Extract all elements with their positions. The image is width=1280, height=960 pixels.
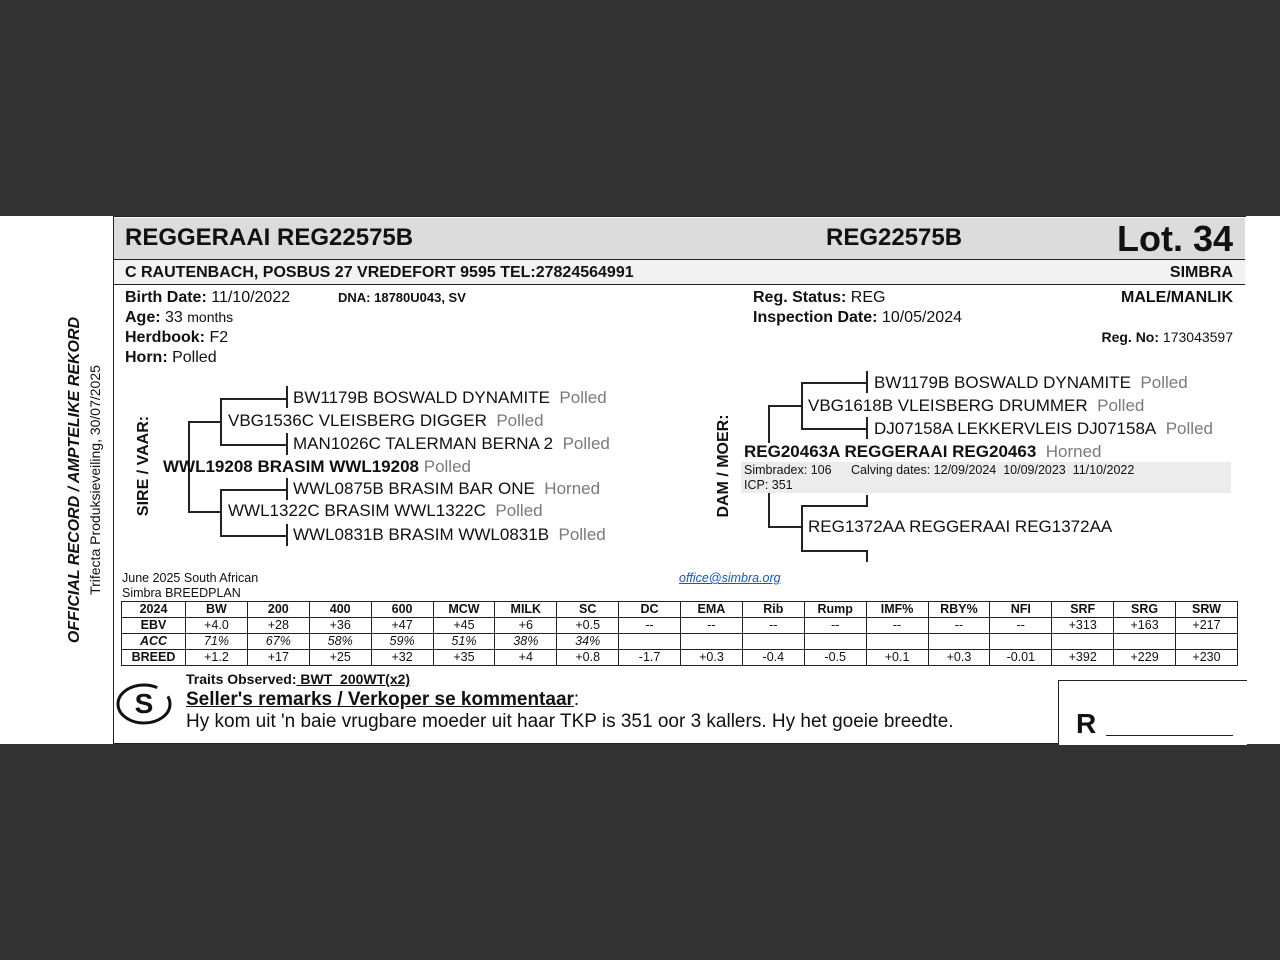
ds-name: VBG1618B VLEISBERG DRUMMER (808, 396, 1088, 415)
table-row (122, 650, 1238, 666)
table-cell: +25 (309, 650, 371, 666)
table-cell: -0.5 (804, 650, 866, 666)
ss-horn: Polled (496, 411, 544, 430)
table-cell: +45 (433, 618, 495, 634)
breedplan-line1: June 2025 South African (122, 571, 259, 585)
sire-label: SIRE / VAAR: (135, 415, 152, 517)
table-cell: +313 (1052, 618, 1114, 634)
table-cell (681, 634, 743, 650)
animal-name: REGGERAAI REG22575B (125, 224, 414, 251)
table-cell: +0.3 (928, 650, 990, 666)
table-cell: -- (866, 618, 928, 634)
table-row-label: 2024 (122, 602, 186, 618)
table-header-row (122, 602, 1238, 618)
herdbook (125, 329, 228, 347)
ss-bracket-bottom (220, 444, 288, 446)
dam-dam (808, 517, 1112, 537)
remarks-text: Hy kom uit 'n baie vrugbare moeder uit haar TKP is 351 oor 3 kallers. Hy het goeie breedte. (186, 711, 954, 732)
table-row-label: BREED (122, 650, 186, 666)
table-cell: -- (990, 618, 1052, 634)
dam-bracket-bottom (768, 526, 802, 528)
inspection-label: Inspection Date: (753, 309, 878, 326)
table-cell: SC (557, 602, 619, 618)
table-cell: 400 (309, 602, 371, 618)
table-row (122, 634, 1238, 650)
remarks-title: Seller's remarks / Verkoper se kommentaar (186, 689, 574, 710)
sire-dam (228, 501, 543, 521)
table-cell: -0.4 (742, 650, 804, 666)
price-line[interactable] (1106, 735, 1233, 736)
age-unit: months (187, 309, 234, 325)
table-cell (866, 634, 928, 650)
dds-tick (866, 495, 868, 507)
table-cell: NFI (990, 602, 1052, 618)
table-cell: +4.0 (186, 618, 248, 634)
table-cell: 71% (186, 634, 248, 650)
sdd-name: WWL0831B BRASIM WWL0831B (293, 525, 550, 544)
price-label: R (1076, 708, 1097, 739)
birth-date-label: Birth Date: (125, 289, 207, 306)
table-row-label: EBV (122, 618, 186, 634)
sire-dam-dam (293, 525, 606, 545)
table-cell: +217 (1176, 618, 1238, 634)
sd-bracket-bottom (220, 535, 288, 537)
table-cell: EMA (681, 602, 743, 618)
table-cell: +1.2 (186, 650, 248, 666)
dam-simbradex: Simbradex: 106 (744, 463, 832, 477)
table-cell: 59% (371, 634, 433, 650)
herdbook-label: Herdbook: (125, 329, 205, 346)
table-cell: +17 (247, 650, 309, 666)
ss-bracket-top (220, 398, 288, 400)
sd-bracket-top (220, 489, 288, 491)
table-cell: DC (619, 602, 681, 618)
table-cell: 38% (495, 634, 557, 650)
table-cell: +392 (1052, 650, 1114, 666)
table-cell (990, 634, 1052, 650)
dam-bracket-lower (768, 493, 770, 527)
table-cell: MCW (433, 602, 495, 618)
sire (163, 457, 471, 477)
table-cell: +28 (247, 618, 309, 634)
ebv-table (121, 601, 1238, 666)
ssd-tick (286, 433, 288, 455)
official-record-label: OFFICIAL RECORD / AMPTELIKE REKORD (66, 316, 83, 644)
table-cell: -- (619, 618, 681, 634)
ss-name: VBG1536C VLEISBERG DIGGER (228, 411, 487, 430)
dam (744, 442, 1102, 462)
breeder-address: C RAUTENBACH, POSBUS 27 VREDEFORT 9595 TEL:27824564991 (125, 264, 634, 281)
sire-sire (228, 411, 544, 431)
ds-bracket (801, 382, 803, 428)
table-cell: +47 (371, 618, 433, 634)
sire-sire-dam (293, 434, 610, 454)
table-cell: 600 (371, 602, 433, 618)
ssd-name: MAN1026C TALERMAN BERNA 2 (293, 434, 554, 453)
table-cell: 58% (309, 634, 371, 650)
sd-name: WWL1322C BRASIM WWL1322C (228, 501, 486, 520)
dd-bracket-bottom (801, 550, 867, 552)
dss-horn: Polled (1140, 373, 1188, 392)
lot-number: Lot. 34 (1116, 218, 1233, 259)
table-cell: -- (928, 618, 990, 634)
table-row-label: ACC (122, 634, 186, 650)
table-cell: +4 (495, 650, 557, 666)
dsd-name: DJ07158A LEKKERVLEIS DJ07158A (874, 419, 1157, 438)
table-cell: RBY% (928, 602, 990, 618)
remarks-heading (186, 689, 579, 711)
reg-status-value: REG (850, 289, 886, 306)
table-cell: +6 (495, 618, 557, 634)
dam-calving-dates: Calving dates: 12/09/2024 10/09/2023 11/10/2022 (851, 463, 1135, 477)
reg-no-value: 173043597 (1162, 329, 1233, 345)
traits-observed (186, 671, 410, 687)
dsd-tick (866, 417, 868, 439)
table-cell: 34% (557, 634, 619, 650)
reg-no (1101, 329, 1233, 345)
table-cell: +35 (433, 650, 495, 666)
table-cell: SRG (1114, 602, 1176, 618)
table-cell: 67% (247, 634, 309, 650)
herdbook-value: F2 (209, 329, 229, 346)
table-cell: -1.7 (619, 650, 681, 666)
table-cell (804, 634, 866, 650)
dam-sire-dam (874, 419, 1213, 439)
table-cell: +0.1 (866, 650, 928, 666)
age-label: Age: (125, 309, 161, 326)
sdd-horn: Polled (558, 525, 606, 544)
sire-horn: Polled (423, 457, 471, 476)
ds-bracket-top (801, 382, 867, 384)
table-cell: -- (681, 618, 743, 634)
dam-sire-sire (874, 373, 1188, 393)
table-cell: SRF (1052, 602, 1114, 618)
ssd-horn: Polled (562, 434, 610, 453)
sss-name: BW1179B BOSWALD DYNAMITE (293, 388, 550, 407)
email-link[interactable]: office@simbra.org (679, 571, 781, 585)
dd-bracket (801, 505, 803, 551)
table-cell: +0.8 (557, 650, 619, 666)
sd-bracket (220, 489, 222, 535)
sds-name: WWL0875B BRASIM BAR ONE (293, 479, 535, 498)
sale-name-label: Trifecta Produksieveiling, 30/07/2025 (87, 365, 103, 595)
reg-status-label: Reg. Status: (753, 289, 847, 306)
ds-horn: Polled (1097, 396, 1145, 415)
sd-horn: Polled (495, 501, 543, 520)
table-cell (1052, 634, 1114, 650)
ds-bracket-bottom (801, 428, 867, 430)
table-cell (1176, 634, 1238, 650)
table-cell (928, 634, 990, 650)
sire-bracket-bottom (188, 511, 220, 513)
table-cell: +229 (1114, 650, 1176, 666)
reg-status (753, 289, 885, 307)
sdd-tick (286, 524, 288, 546)
dam-horn: Horned (1045, 442, 1102, 461)
dam-icp: ICP: 351 (744, 478, 793, 492)
table-cell (619, 634, 681, 650)
traits-label: Traits Observed: (186, 671, 297, 687)
table-cell (742, 634, 804, 650)
table-cell (1114, 634, 1176, 650)
table-cell: MILK (495, 602, 557, 618)
inspection-value: 10/05/2024 (881, 309, 962, 326)
horn-label: Horn: (125, 349, 168, 366)
sire-bracket-top (188, 421, 220, 423)
ss-bracket (220, 398, 222, 444)
table-cell: -- (804, 618, 866, 634)
table-cell: -- (742, 618, 804, 634)
birth-date-value: 11/10/2022 (211, 289, 291, 306)
sds-tick (286, 478, 288, 500)
sss-tick (286, 386, 288, 408)
age (125, 309, 233, 327)
remarks-colon: : (573, 689, 580, 710)
horn (125, 349, 217, 367)
dss-name: BW1179B BOSWALD DYNAMITE (874, 373, 1131, 392)
inspection-date (753, 309, 962, 327)
reg-no-label: Reg. No: (1101, 329, 1160, 345)
logo-letter: S (134, 688, 154, 719)
table-cell: +0.3 (681, 650, 743, 666)
simbra-logo-icon (116, 682, 172, 726)
table-cell: IMF% (866, 602, 928, 618)
sex: MALE/MANLIK (1121, 289, 1233, 306)
sss-horn: Polled (559, 388, 607, 407)
table-cell: 51% (433, 634, 495, 650)
table-cell: -0.01 (990, 650, 1052, 666)
dss-tick (866, 371, 868, 393)
table-cell: SRW (1176, 602, 1238, 618)
table-cell: +163 (1114, 618, 1176, 634)
dam-bracket-top (768, 405, 802, 407)
table-cell: BW (186, 602, 248, 618)
dd-name: REG1372AA REGGERAAI REG1372AA (808, 517, 1113, 536)
traits-value: BWT 200WT(x2) (296, 671, 411, 687)
dsd-horn: Polled (1165, 419, 1213, 438)
sire-dam-sire (293, 479, 600, 499)
dd-bracket-top (801, 505, 867, 507)
table-row (122, 618, 1238, 634)
breedplan-line2: Simbra BREEDPLAN (122, 586, 241, 600)
table-cell: Rump (804, 602, 866, 618)
dam-name: REG20463A REGGERAAI REG20463 (744, 442, 1037, 461)
sire-sire-sire (293, 388, 607, 408)
dam-label: DAM / MOER: (715, 414, 732, 518)
animal-id: REG22575B (826, 224, 963, 251)
dna-info: DNA: 18780U043, SV (338, 290, 466, 305)
table-cell: +32 (371, 650, 433, 666)
dam-sire (808, 396, 1144, 416)
dam-bracket-upper (768, 405, 770, 443)
age-value: 33 (165, 309, 183, 326)
sire-name: WWL19208 BRASIM WWL19208 (163, 457, 419, 476)
table-cell: +36 (309, 618, 371, 634)
breed-name: SIMBRA (1169, 264, 1233, 281)
table-cell: 200 (247, 602, 309, 618)
table-cell: +230 (1176, 650, 1238, 666)
birth-date (125, 289, 290, 307)
table-cell: Rib (742, 602, 804, 618)
horn-value: Polled (172, 349, 217, 366)
sds-horn: Horned (544, 479, 601, 498)
ddd-tick (866, 550, 868, 562)
table-cell: +0.5 (557, 618, 619, 634)
